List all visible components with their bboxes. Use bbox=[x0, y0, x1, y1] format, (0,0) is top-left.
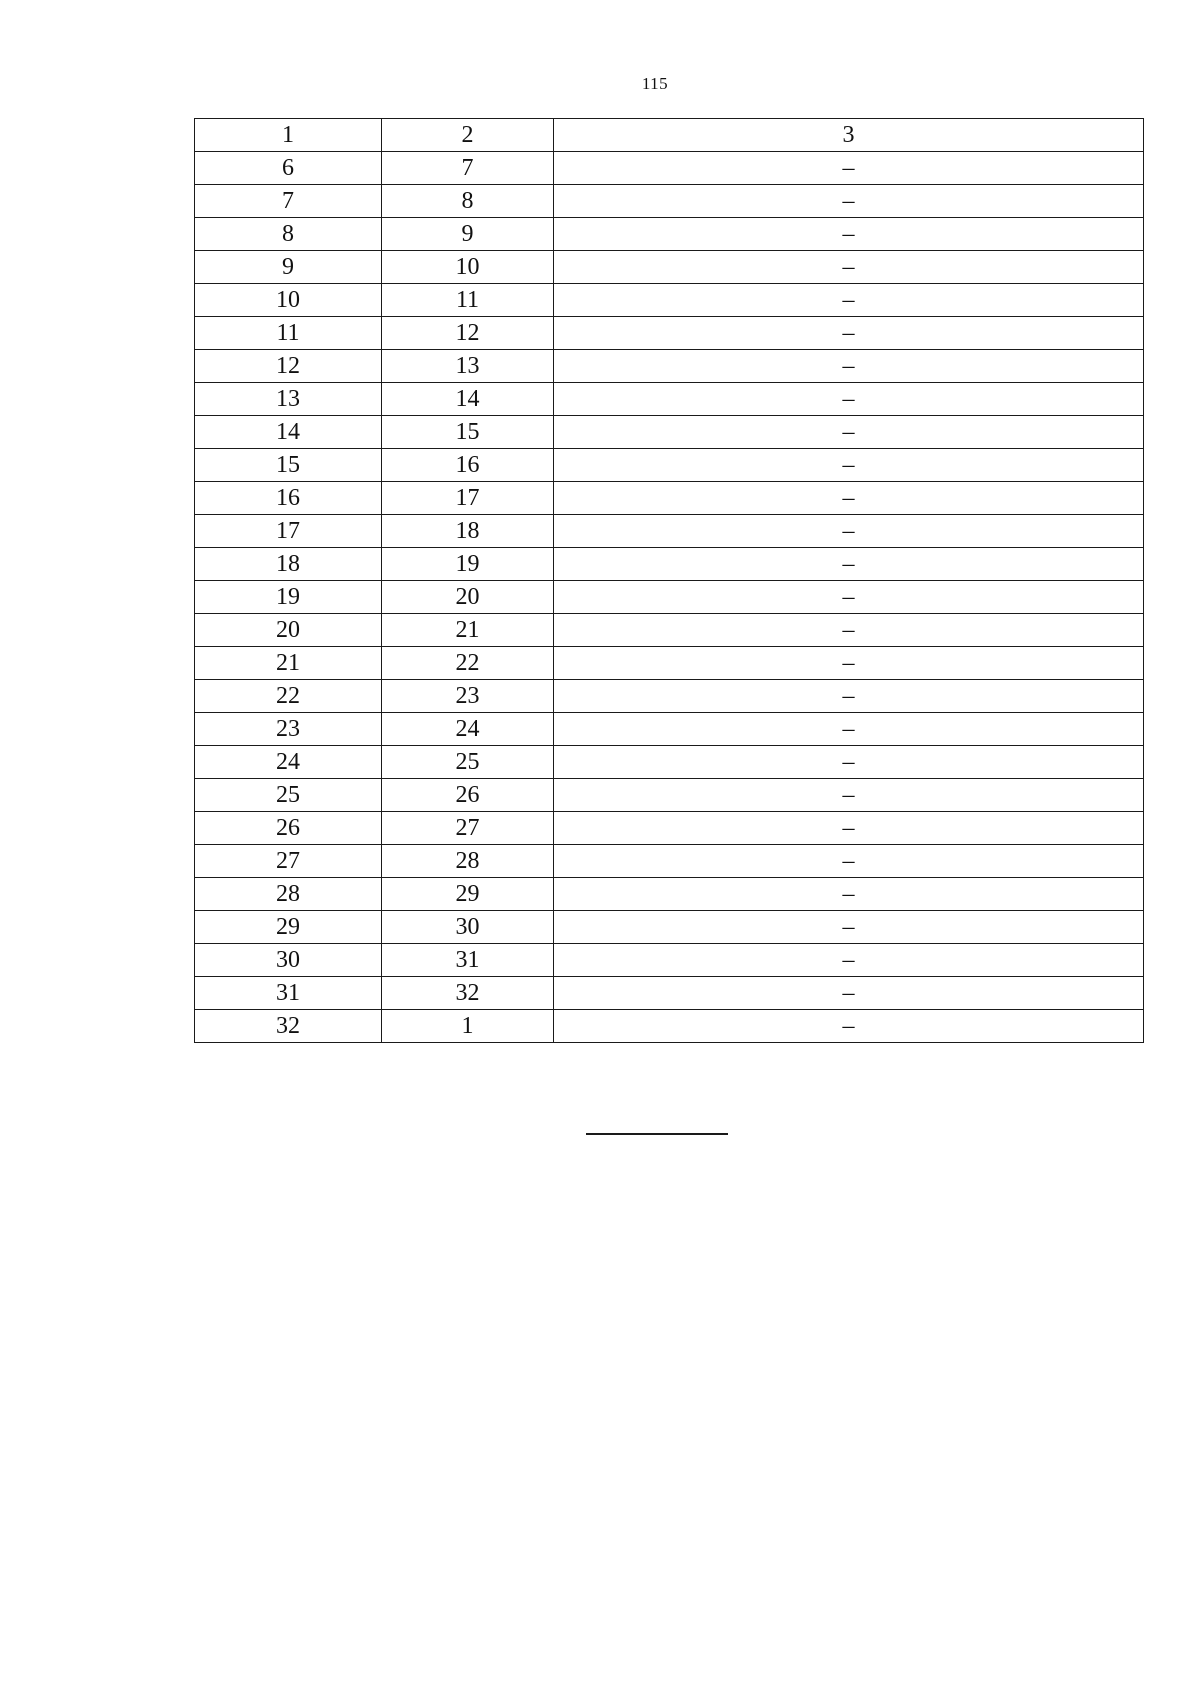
table-cell-col-3: – bbox=[554, 977, 1144, 1010]
table-row bbox=[195, 680, 1144, 713]
table-cell-col-3: – bbox=[554, 350, 1144, 383]
table-cell-col-1: 27 bbox=[195, 845, 382, 878]
table-cell-col-2: 16 bbox=[382, 449, 554, 482]
table-row bbox=[195, 482, 1144, 515]
table-cell-col-2: 27 bbox=[382, 812, 554, 845]
table-cell-col-1: 31 bbox=[195, 977, 382, 1010]
table-cell-col-3: – bbox=[554, 944, 1144, 977]
table-row bbox=[195, 284, 1144, 317]
table-cell-col-3: – bbox=[554, 449, 1144, 482]
table-cell-col-2: 12 bbox=[382, 317, 554, 350]
table-cell-col-2: 13 bbox=[382, 350, 554, 383]
table-cell-col-3: – bbox=[554, 284, 1144, 317]
table-cell-col-3: – bbox=[554, 845, 1144, 878]
table-cell-col-1: 15 bbox=[195, 449, 382, 482]
table-cell-col-2: 21 bbox=[382, 614, 554, 647]
table-cell-col-3: – bbox=[554, 218, 1144, 251]
table-row bbox=[195, 350, 1144, 383]
table-cell-col-2: 26 bbox=[382, 779, 554, 812]
table-cell-col-3: – bbox=[554, 317, 1144, 350]
table-row bbox=[195, 614, 1144, 647]
data-table bbox=[194, 118, 1144, 1043]
table-cell-col-2: 7 bbox=[382, 152, 554, 185]
table-cell-col-3: – bbox=[554, 251, 1144, 284]
table-cell-col-2: 22 bbox=[382, 647, 554, 680]
table-cell-col-1: 32 bbox=[195, 1010, 382, 1043]
table-cell-col-3: – bbox=[554, 515, 1144, 548]
table-row bbox=[195, 251, 1144, 284]
table-row bbox=[195, 416, 1144, 449]
table-row bbox=[195, 977, 1144, 1010]
table-cell-col-1: 6 bbox=[195, 152, 382, 185]
table-cell-col-3: – bbox=[554, 680, 1144, 713]
table-cell-col-3: – bbox=[554, 482, 1144, 515]
table-row bbox=[195, 944, 1144, 977]
header-cell-2: 2 bbox=[382, 119, 554, 152]
table-cell-col-1: 16 bbox=[195, 482, 382, 515]
table-cell-col-2: 17 bbox=[382, 482, 554, 515]
table-cell-col-3: – bbox=[554, 581, 1144, 614]
page-number: 115 bbox=[641, 74, 669, 93]
table-row bbox=[195, 449, 1144, 482]
table-body bbox=[195, 119, 1144, 1043]
header-cell-3: 3 bbox=[554, 119, 1144, 152]
table-cell-col-2: 28 bbox=[382, 845, 554, 878]
table-cell-col-2: 23 bbox=[382, 680, 554, 713]
table-row bbox=[195, 713, 1144, 746]
table-cell-col-2: 8 bbox=[382, 185, 554, 218]
table-cell-col-1: 29 bbox=[195, 911, 382, 944]
table-cell-col-3: – bbox=[554, 878, 1144, 911]
table-cell-col-1: 20 bbox=[195, 614, 382, 647]
table-row bbox=[195, 218, 1144, 251]
table-cell-col-3: – bbox=[554, 911, 1144, 944]
table-cell-col-2: 10 bbox=[382, 251, 554, 284]
table-cell-col-1: 23 bbox=[195, 713, 382, 746]
table-cell-col-1: 22 bbox=[195, 680, 382, 713]
footer-rule bbox=[586, 1133, 728, 1135]
table-cell-col-2: 15 bbox=[382, 416, 554, 449]
table-cell-col-1: 10 bbox=[195, 284, 382, 317]
table-cell-col-3: – bbox=[554, 152, 1144, 185]
table-row bbox=[195, 548, 1144, 581]
table-cell-col-3: – bbox=[554, 416, 1144, 449]
table-cell-col-1: 21 bbox=[195, 647, 382, 680]
table-row bbox=[195, 515, 1144, 548]
table-cell-col-2: 31 bbox=[382, 944, 554, 977]
table-row bbox=[195, 812, 1144, 845]
table-row bbox=[195, 647, 1144, 680]
table-cell-col-3: – bbox=[554, 185, 1144, 218]
table-cell-col-2: 18 bbox=[382, 515, 554, 548]
table-row bbox=[195, 746, 1144, 779]
table-cell-col-1: 19 bbox=[195, 581, 382, 614]
table-cell-col-2: 11 bbox=[382, 284, 554, 317]
table-cell-col-2: 9 bbox=[382, 218, 554, 251]
table-row bbox=[195, 581, 1144, 614]
header-cell-1: 1 bbox=[195, 119, 382, 152]
table-header-row bbox=[195, 119, 1144, 152]
table-row bbox=[195, 185, 1144, 218]
table-cell-col-2: 19 bbox=[382, 548, 554, 581]
table-cell-col-1: 8 bbox=[195, 218, 382, 251]
table-cell-col-3: – bbox=[554, 548, 1144, 581]
table-cell-col-3: – bbox=[554, 383, 1144, 416]
table-cell-col-3: – bbox=[554, 1010, 1144, 1043]
table-cell-col-2: 30 bbox=[382, 911, 554, 944]
table-cell-col-1: 25 bbox=[195, 779, 382, 812]
table-cell-col-1: 7 bbox=[195, 185, 382, 218]
table-cell-col-3: – bbox=[554, 746, 1144, 779]
table-cell-col-2: 1 bbox=[382, 1010, 554, 1043]
table-cell-col-1: 17 bbox=[195, 515, 382, 548]
table-row bbox=[195, 845, 1144, 878]
table-cell-col-1: 26 bbox=[195, 812, 382, 845]
table-cell-col-1: 12 bbox=[195, 350, 382, 383]
table-cell-col-2: 24 bbox=[382, 713, 554, 746]
table-cell-col-1: 14 bbox=[195, 416, 382, 449]
table-cell-col-2: 25 bbox=[382, 746, 554, 779]
table-cell-col-2: 32 bbox=[382, 977, 554, 1010]
table-cell-col-2: 29 bbox=[382, 878, 554, 911]
table-row bbox=[195, 317, 1144, 350]
table-row bbox=[195, 383, 1144, 416]
table-cell-col-3: – bbox=[554, 713, 1144, 746]
table-cell-col-2: 14 bbox=[382, 383, 554, 416]
table-row bbox=[195, 911, 1144, 944]
table-cell-col-1: 11 bbox=[195, 317, 382, 350]
table-cell-col-1: 28 bbox=[195, 878, 382, 911]
table-row bbox=[195, 1010, 1144, 1043]
table-cell-col-1: 9 bbox=[195, 251, 382, 284]
table-row bbox=[195, 878, 1144, 911]
table-cell-col-1: 18 bbox=[195, 548, 382, 581]
table-cell-col-3: – bbox=[554, 614, 1144, 647]
table-cell-col-3: – bbox=[554, 647, 1144, 680]
table-row bbox=[195, 779, 1144, 812]
table-cell-col-2: 20 bbox=[382, 581, 554, 614]
table-cell-col-3: – bbox=[554, 812, 1144, 845]
table-row bbox=[195, 152, 1144, 185]
table-cell-col-3: – bbox=[554, 779, 1144, 812]
table-cell-col-1: 24 bbox=[195, 746, 382, 779]
table-cell-col-1: 30 bbox=[195, 944, 382, 977]
table-cell-col-1: 13 bbox=[195, 383, 382, 416]
